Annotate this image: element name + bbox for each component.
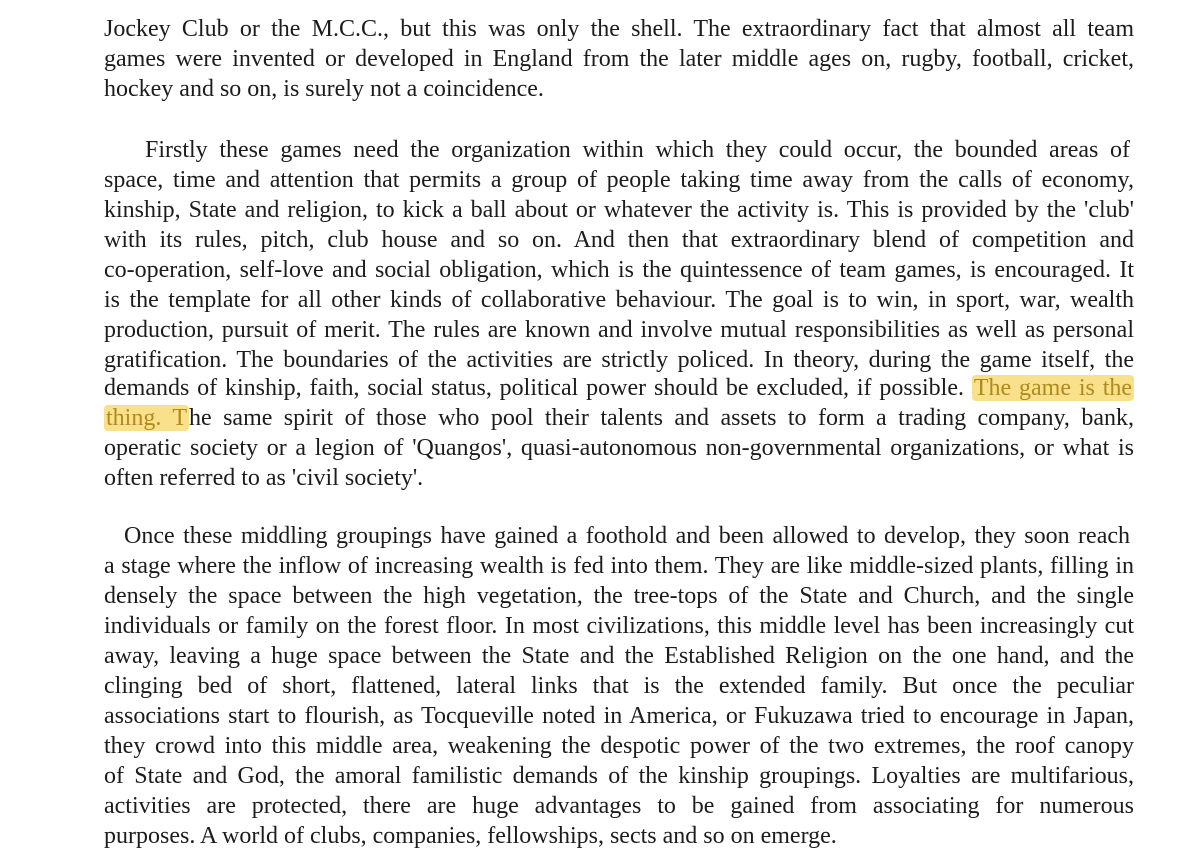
highlighted-text: The game is the (973, 375, 1133, 401)
text-line (104, 403, 1134, 433)
text-segment: demands of kinship, faith, social status, political power should be excluded, if possible. (104, 375, 964, 401)
text-line: individuals or family on the forest floor. In most civilizations, this middle level has been increasingly cut (104, 613, 1134, 639)
text-line: of State and God, the amoral familistic demands of the kinship groupings. Loyalties are multifarious, (104, 763, 1134, 789)
text-line: Firstly these games need the organization within which they could occur, the bounded areas of (145, 137, 1130, 163)
text-line (104, 373, 1134, 403)
text-line: operatic society or a legion of 'Quangos', quasi-autonomous non-governmental organizations, or what is (104, 435, 1134, 461)
text-line: purposes. A world of clubs, companies, fellowships, sects and so on emerge. (104, 823, 837, 849)
text-line: associations start to flourish, as Tocqueville noted in America, or Fukuzawa tried to encourage in Japan, (104, 703, 1134, 729)
text-line: they crowd into this middle area, weakening the despotic power of the two extremes, the roof canopy (104, 733, 1134, 759)
highlighted-text: thing. T (106, 405, 187, 431)
text-line: games were invented or developed in England from the later middle ages on, rugby, football, cricket, (104, 46, 1134, 72)
text-line: space, time and attention that permits a group of people taking time away from the calls of economy, (104, 167, 1134, 193)
text-segment: he same spirit of those who pool their talents and assets to form a trading company, bank, (189, 405, 1135, 431)
text-line: activities are protected, there are huge advantages to be gained from associating for numerous (104, 793, 1134, 819)
text-line: hockey and so on, is surely not a coincidence. (104, 76, 544, 102)
text-line: co-operation, self-love and social obligation, which is the quintessence of team games, is encouraged. It (104, 257, 1134, 283)
text-line: a stage where the inflow of increasing wealth is fed into them. They are like middle-sized plants, filling in (104, 553, 1134, 579)
text-line: gratification. The boundaries of the activities are strictly policed. In theory, during the game itself, the (104, 347, 1134, 373)
text-line: clinging bed of short, flattened, lateral links that is the extended family. But once the peculiar (104, 673, 1134, 699)
text-line: is the template for all other kinds of collaborative behaviour. The goal is to win, in sport, war, wealth (104, 287, 1134, 313)
text-line: away, leaving a huge space between the State and the Established Religion on the one hand, and the (104, 643, 1134, 669)
text-line: Jockey Club or the M.C.C., but this was only the shell. The extraordinary fact that almost all team (104, 16, 1134, 42)
text-line: often referred to as 'civil society'. (104, 465, 424, 491)
text-line: Once these middling groupings have gained a foothold and been allowed to develop, they soon reach (124, 523, 1130, 549)
text-line: kinship, State and religion, to kick a ball about or whatever the activity is. This is provided by the 'club' (104, 197, 1134, 223)
text-line: with its rules, pitch, club house and so on. And then that extraordinary blend of competition and (104, 227, 1134, 253)
text-line: densely the space between the high vegetation, the tree-tops of the State and Church, and the single (104, 583, 1134, 609)
text-line: production, pursuit of merit. The rules are known and involve mutual responsibilities as well as personal (104, 317, 1134, 343)
